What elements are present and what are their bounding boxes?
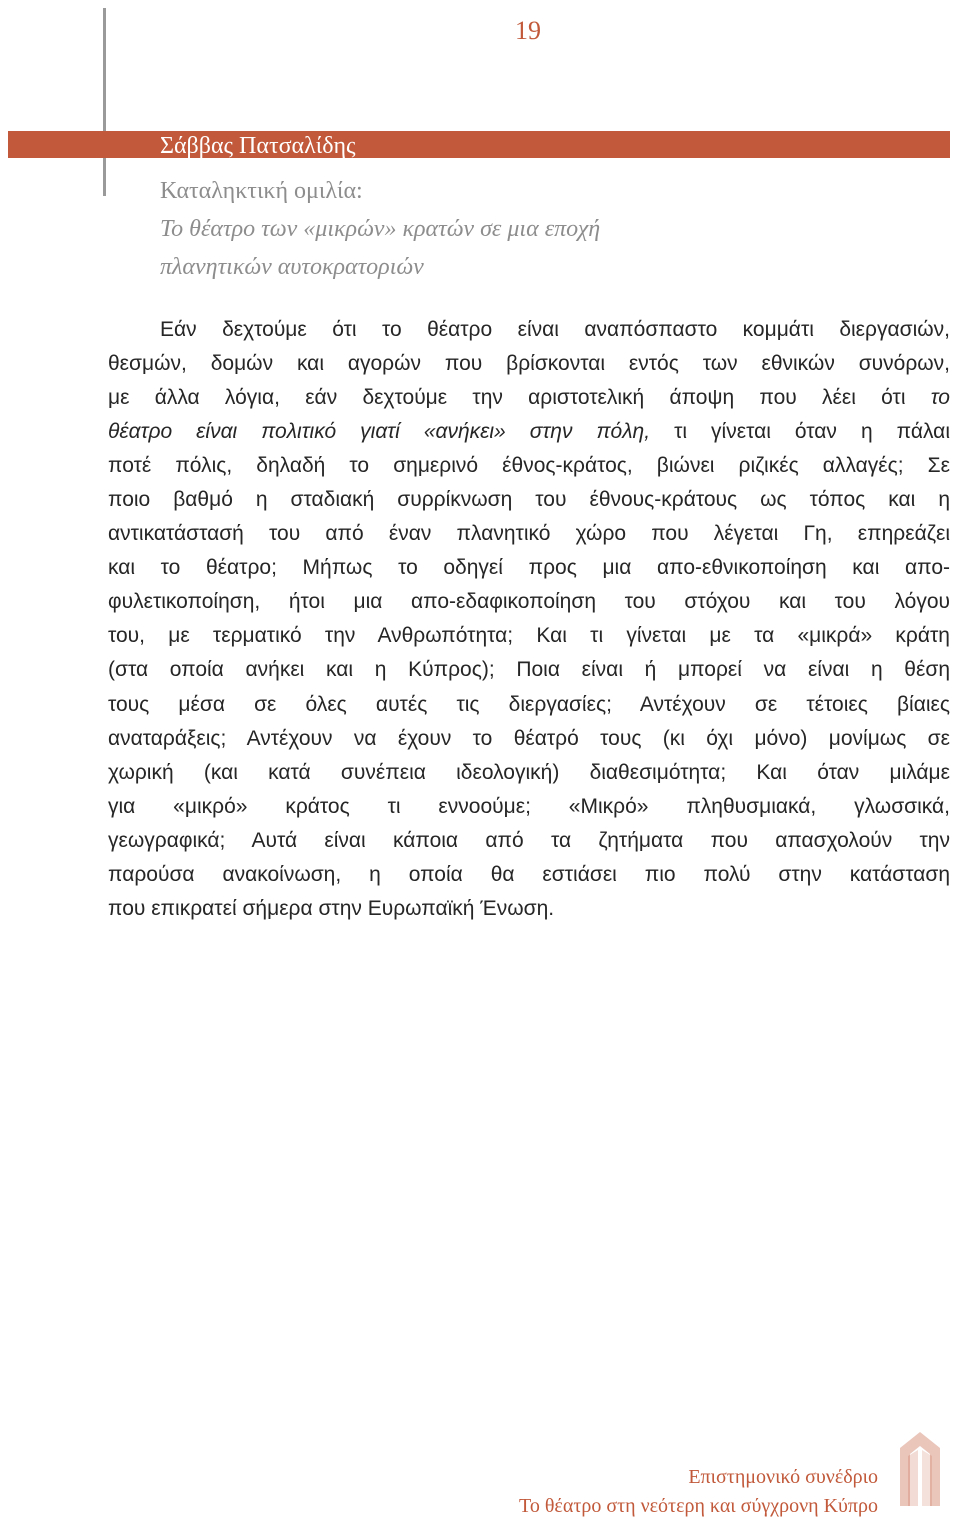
body-text: αντικατάστασή του από έναν πλανητικό χώρο που λέγεται Γη, επηρεάζει (108, 522, 950, 546)
body-text: (στα οποία ανήκει και η Κύπρος); Ποια είναι ή μπορεί να είναι η θέση (108, 658, 950, 682)
body-line (108, 313, 950, 347)
body-text: φυλετικοποίηση, ήτοι μια απο-εδαφικοποίηση του στόχου και του λόγου (108, 590, 950, 614)
body-text: Εάν δεχτούμε ότι το θέατρο είναι αναπόσπαστο κομμάτι διεργασιών, (160, 318, 950, 341)
body-line (108, 688, 950, 722)
body-line (108, 415, 950, 449)
body-line (108, 381, 950, 415)
footer-conference-label: Επιστημονικό συνέδριο (688, 1466, 878, 1488)
body-line (108, 483, 950, 517)
body-italic-text: το (930, 386, 950, 410)
body-text: τι γίνεται όταν η πάλαι (650, 420, 950, 444)
body-text: τους μέσα σε όλες αυτές τις διεργασίες; Αντέχουν σε τέτοιες βίαιες (108, 692, 950, 716)
body-text: με άλλα λόγια, εάν δεχτούμε την αριστοτελική άποψη που λέει ότι (108, 386, 931, 410)
body-text: και το θέατρο; Μήπως το οδηγεί προς μια απο-εθνικοποίηση και απο- (108, 556, 950, 580)
abstract-body (108, 313, 950, 926)
body-line (108, 619, 950, 653)
body-line (108, 756, 950, 790)
body-text: γεωγραφικά; Αυτά είναι κάποια από τα ζητήματα που απασχολούν την (108, 828, 950, 852)
conference-logo-icon (892, 1426, 948, 1506)
body-line (108, 551, 950, 585)
body-text: ποιο βαθμό η σταδιακή συρρίκνωση του έθνους-κράτους ως τόπος και η (108, 488, 950, 512)
body-line (108, 722, 950, 756)
body-line (108, 585, 950, 619)
body-text: αναταράξεις; Αντέχουν να έχουν το θέατρό τους (κι όχι μόνο) μονίμως σε (108, 726, 950, 750)
page-number: 19 (515, 16, 541, 45)
body-text: ποτέ πόλις, δηλαδή το σημερινό έθνος-κράτος, βιώνει ριζικές αλλαγές; Σε (108, 454, 950, 478)
body-line (108, 449, 950, 483)
talk-title-line: Το θέατρο των «μικρών» κρατών σε μια εποχή (160, 216, 601, 242)
body-text: για «μικρό» κράτος τι εννοούμε; «Μικρό» πληθυσμιακά, γλωσσικά, (108, 794, 950, 818)
talk-heading (160, 172, 900, 286)
body-text: που επικρατεί σήμερα στην Ευρωπαϊκή Ένωση. (108, 896, 555, 920)
talk-label: Καταληκτική ομιλία: (160, 178, 363, 204)
talk-title-line: πλανητικών αυτοκρατοριών (160, 254, 424, 280)
body-text: του, με τερματικό την Ανθρωπότητα; Και τι γίνεται με τα «μικρά» κράτη (108, 624, 950, 648)
header-band (8, 131, 950, 158)
body-line (108, 653, 950, 687)
footer-conference-title: Το θέατρο στη νεότερη και σύγχρονη Κύπρο (519, 1495, 878, 1517)
body-text: χωρική (και κατά συνέπεια ιδεολογική) διαθεσιμότητα; Και όταν μιλάμε (108, 760, 950, 784)
body-line (108, 858, 950, 892)
vertical-rule (103, 8, 106, 196)
body-line (108, 790, 950, 824)
body-text: θεσμών, δομών και αγορών που βρίσκονται εντός των εθνικών συνόρων, (108, 352, 950, 376)
footer (519, 1463, 878, 1521)
body-line (108, 892, 950, 926)
author-name: Σάββας Πατσαλίδης (160, 133, 356, 159)
body-line (108, 517, 950, 551)
body-italic-text: θέατρο είναι πολιτικό γιατί «ανήκει» στην πόλη, (108, 420, 651, 444)
body-line (108, 347, 950, 381)
body-text: παρούσα ανακοίνωση, η οποία θα εστιάσει πιο πολύ στην κατάσταση (108, 862, 950, 886)
body-line (108, 824, 950, 858)
